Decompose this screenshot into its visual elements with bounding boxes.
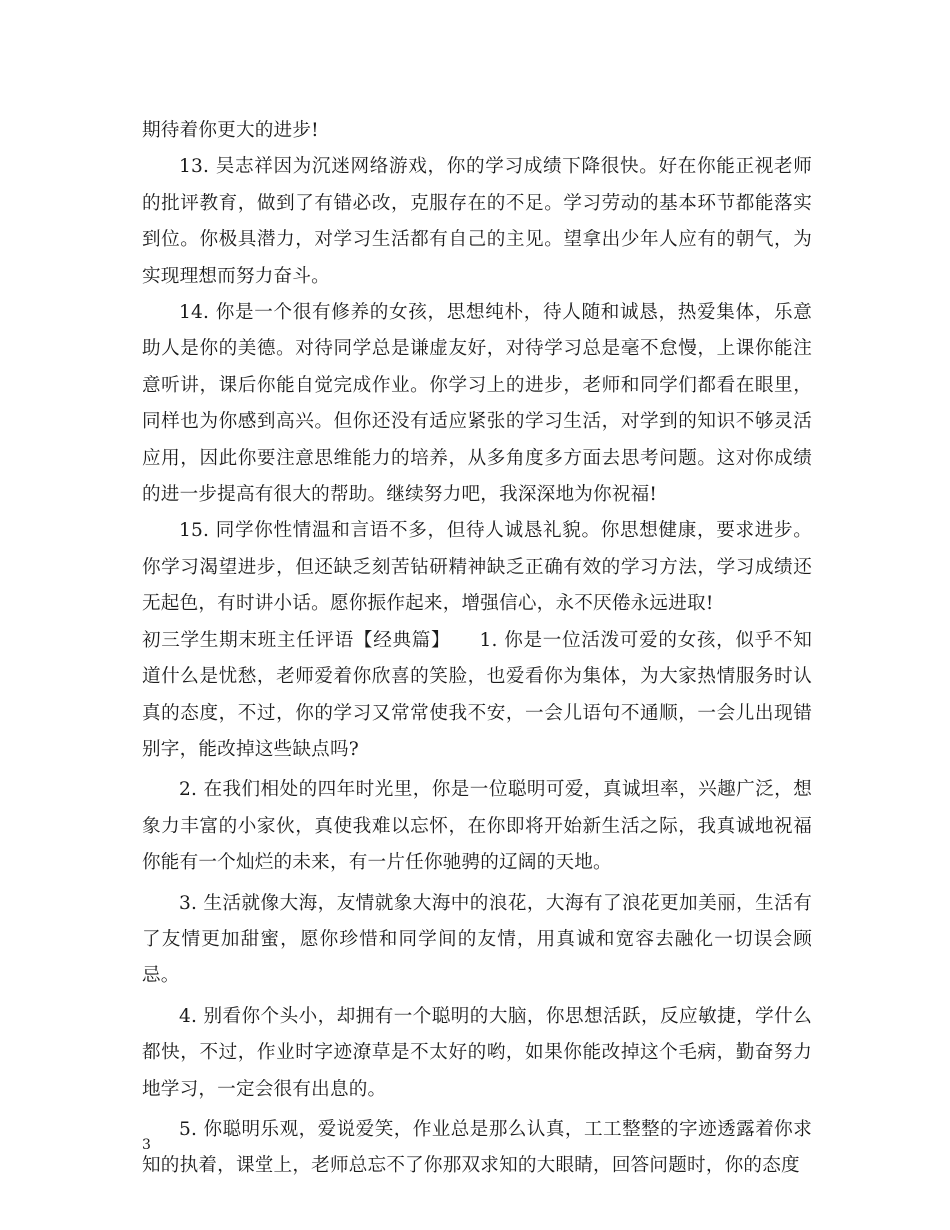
document-body [142,113,812,1185]
paragraph-section-heading-item-1: 初三学生期末班主任评语【经典篇】 1. 你是一位活泼可爱的女孩，似乎不知道什么是忧愁，老师爱着你欣喜的笑脸，也爱看你为集体，为大家热情服务时认真的态度，不过，你的学习又常常使我不安，一会儿语句不通顺，一会儿出现错别字，能改掉这些缺点吗? [142,629,812,760]
paragraph-item-14: 14. 你是一个很有修养的女孩，思想纯朴，待人随和诚恳，热爱集体，乐意助人是你的美德。对待同学总是谦虚友好，对待学习总是毫不怠慢，上课你能注意听讲，课后你能自觉完成作业。你学习上的进步，老师和同学们都看在眼里，同样也为你感到高兴。但你还没有适应紧张的学习生活，对学到的知识不够灵活应用，因此你要注意思维能力的培养，从多角度多方面去思考问题。这对你成绩的进一步提高有很大的帮助。继续努力吧，我深深地为你祝福! [142,302,812,506]
paragraph-item-4: 4. 别看你个头小，却拥有一个聪明的大脑，你思想活跃，反应敏捷，学什么都快，不过，作业时字迹潦草是不太好的哟，如果你能改掉这个毛病，勤奋努力地学习，一定会很有出息的。 [142,1005,812,1100]
page-number: 3 [142,1137,151,1153]
paragraph-item-13: 13. 吴志祥因为沉迷网络游戏，你的学习成绩下降很快。好在你能正视老师的批评教育，做到了有错必改，克服存在的不足。学习劳动的基本环节都能落实到位。你极具潜力，对学习生活都有自己的主见。望拿出少年人应有的朝气，为实现理想而努力奋斗。 [142,156,812,287]
paragraph-item-3: 3. 生活就像大海，友情就象大海中的浪花，大海有了浪花更加美丽，生活有了友情更加甜蜜，愿你珍惜和同学间的友情，用真诚和宽容去融化一切误会顾忌。 [142,892,812,987]
paragraph-continuation: 期待着你更大的进步! [142,120,319,141]
paragraph-item-15: 15. 同学你性情温和言语不多，但待人诚恳礼貌。你思想健康，要求进步。你学习渴望进步，但还缺乏刻苦钻研精神缺乏正确有效的学习方法，学习成绩还无起色，有时讲小话。愿你振作起来，增强信心，永不厌倦永远进取! [142,520,812,615]
paragraph-item-5: 5. 你聪明乐观，爱说爱笑，作业总是那么认真，工工整整的字迹透露着你求知的执着，课堂上，老师总忘不了你那双求知的大眼睛，回答问题时，你的态度 [142,1118,812,1177]
paragraph-item-2: 2. 在我们相处的四年时光里，你是一位聪明可爱，真诚坦率，兴趣广泛，想象力丰富的小家伙，真使我难以忘怀，在你即将开始新生活之际，我真诚地祝福你能有一个灿烂的未来，有一片任你驰骋的辽阔的天地。 [142,779,812,874]
